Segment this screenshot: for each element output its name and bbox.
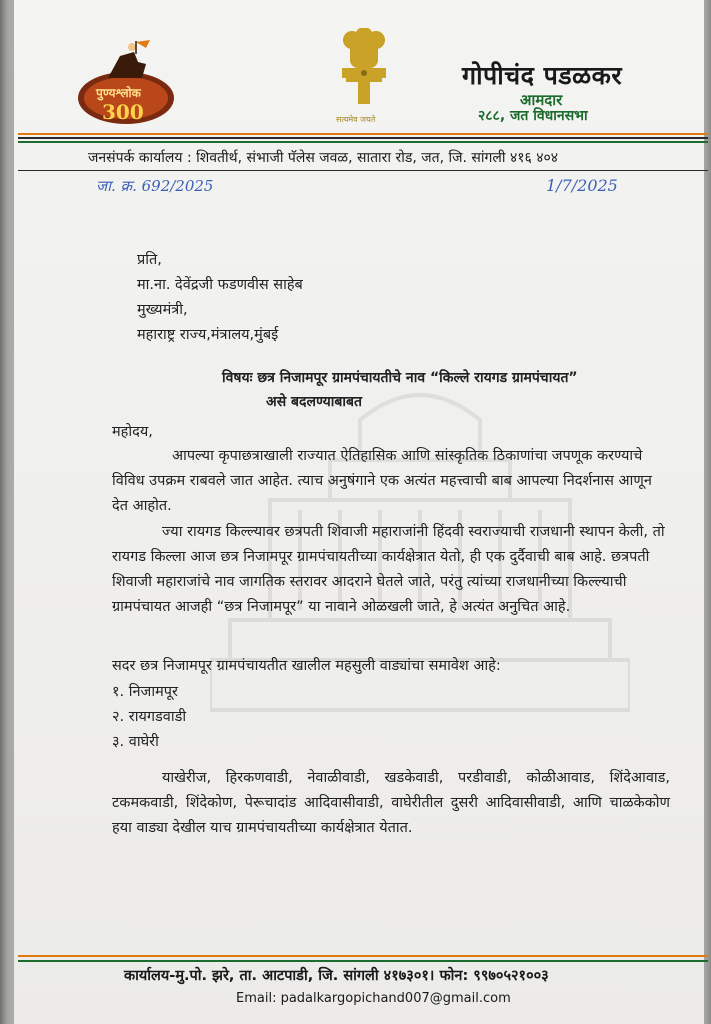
logo-number: 300 xyxy=(102,100,144,124)
footer-office: कार्यालय-मु.पो. झरे, ता. आटपाडी, जि. सांगली ४१७३०१। फोन: ९९७०५२१००३ xyxy=(124,968,549,984)
dark-rule xyxy=(18,137,708,139)
list-item: २. रायगडवाडी xyxy=(112,709,187,725)
constituency: २८८, जत विधानसभा xyxy=(478,108,588,124)
footer-green-rule xyxy=(18,960,708,962)
mla-name: गोपीचंद पडळकर xyxy=(462,61,623,90)
paragraph-4: याखेरीज, हिरकणवाडी, नेवाळीवाडी, खडकेवाडी, परडीवाडी, कोळीआवाड, शिंदेआवाड, टकमकवाडी, शिंदेकोण, पेरूचादांड आदिवासीवाडी, वाघेरीतील दुसरी आदिवासीवाडी, आणि चाळकेकोण हया वाड्या देखील याच ग्रामपंचायतीच्या कार्यक्षेत्रात येतात. xyxy=(112,770,670,836)
ashoka-emblem-icon xyxy=(330,28,398,112)
national-emblem xyxy=(330,28,398,128)
list-item: ३. वाघेरी xyxy=(112,734,159,750)
green-rule xyxy=(18,141,708,143)
logo-text: पुण्यश्लोक xyxy=(96,86,141,100)
saffron-rule xyxy=(18,133,708,135)
list-item: १. निजामपूर xyxy=(112,684,178,700)
addressee-name: मा.ना. देवेंद्रजी फडणवीस साहेब xyxy=(137,277,303,293)
salutation: महोदय, xyxy=(112,424,153,440)
paragraph-2: ज्या रायगड किल्ल्यावर छत्रपती शिवाजी महाराजांनी हिंदवी स्वराज्याची राजधानी स्थापन केली, तो रायगड किल्ला आज छत्र निजामपूर ग्रामपंचायतीच्या कार्यक्षेत्रात येतो, ही एक दुर्दैवाची बाब आहे. छत्रपती शिवाजी महाराजांचे नाव जागतिक स्तरावर आदराने घेतले जाते, परंतु त्यांच्या राजधानीच्या किल्ल्याची ग्रामपंचायत आजही “छत्र निजामपूर” या नावाने ओळखली जाते, हे अत्यंत अनुचित आहे. xyxy=(112,524,665,615)
office-address: जनसंपर्क कार्यालय : शिवतीर्थ, संभाजी पॅलेस जवळ, सातारा रोड, जत, जि. सांगली ४१६ ४०४ xyxy=(88,150,559,166)
punyashlok-logo xyxy=(76,38,176,128)
prati-label: प्रति, xyxy=(137,252,162,268)
footer-saffron-rule xyxy=(18,955,708,957)
subject-line-1: विषयः छत्र निजामपूर ग्रामपंचायतीचे नाव “किल्ले रायगड ग्रामपंचायत” xyxy=(222,370,578,386)
handwritten-ref-no: जा. क्र. 692/2025 xyxy=(96,177,214,195)
paragraph-3: सदर छत्र निजामपूर ग्रामपंचायतीत खालील महसुली वाड्यांचा समावेश आहे: xyxy=(112,658,501,674)
address-underline xyxy=(18,170,708,171)
emblem-caption: सत्यमेव जयते xyxy=(336,115,376,124)
handwritten-date: 1/7/2025 xyxy=(546,176,618,195)
addressee-post: मुख्यमंत्री, xyxy=(137,302,188,318)
footer-email: Email: padalkargopichand007@gmail.com xyxy=(236,991,511,1006)
subject-line-2: असे बदलण्याबाबत xyxy=(266,394,362,410)
addressee-office: महाराष्ट्र राज्य,मंत्रालय,मुंबई xyxy=(137,327,279,343)
mla-designation: आमदार xyxy=(520,91,563,109)
paragraph-1: आपल्या कृपाछत्राखाली राज्यात ऐतिहासिक आणि सांस्कृतिक ठिकाणांचा जपणूक करण्याचे विविध उपक्रम राबवले जात आहेत. त्याच अनुषंगाने एक अत्यंत महत्त्वाची बाब आपल्या निदर्शनास आणून देत आहोत. xyxy=(112,448,652,514)
